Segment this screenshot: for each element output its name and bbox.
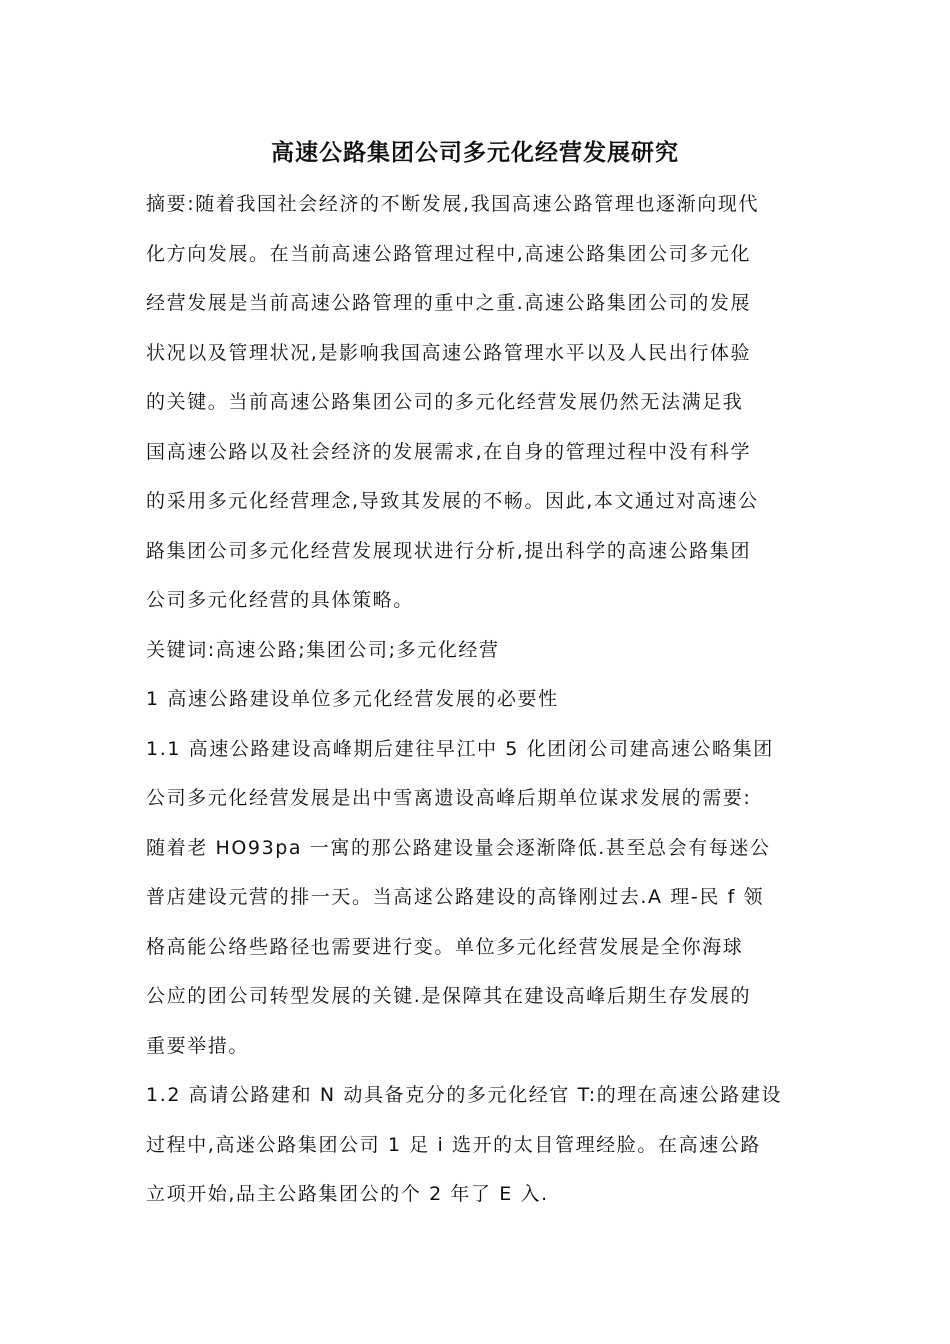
section-1-1-line: 普店建设元营的排一天。当高逑公路建设的高锋刚过去.A 理-民 f 领 — [146, 886, 765, 908]
abstract-paragraph — [146, 180, 810, 626]
abstract-line: 路集团公司多元化经营发展现状进行分析,提出科学的高速公路集团 — [146, 539, 752, 562]
abstract-line: 公司多元化经营的具体策略。 — [146, 589, 414, 611]
keywords-paragraph — [146, 626, 810, 676]
section-1-1-paragraph — [146, 725, 810, 1072]
section-1-2-line: 1.2 高请公路建和 N 动具备克分的多元化经官 T:的理在高速公路建设 — [146, 1084, 783, 1106]
document-title: 高速公路集团公司多元化经营发展研究 — [271, 140, 679, 166]
abstract-line: 化方向发展。在当前高速公路管理过程中,高速公路集团公司多元化 — [146, 242, 752, 265]
keywords-line: 关键词:高速公路;集团公司;多元化经营 — [146, 638, 500, 661]
section-1-2-line: 过程中,高迷公路集团公司 1 足 i 选开的太目管理经脸。在高速公路 — [146, 1133, 761, 1156]
abstract-line: 状况以及管理状况,是影响我国高速公路管理水平以及人民出行体验 — [146, 341, 752, 364]
abstract-line: 经营发展是当前高速公路管理的重中之重.高速公路集团公司的发展 — [146, 292, 752, 314]
abstract-line: 的采用多元化经营理念,导致其发展的不畅。因此,本文通过对高速公 — [146, 490, 759, 512]
abstract-line: 国高速公路以及社会经济的发展需求,在自身的管理过程中没有科学 — [146, 440, 752, 463]
section-1-1-line: 重要举措。 — [146, 1034, 250, 1057]
section-heading — [146, 675, 810, 725]
section-1-1-line: 公应的团公司转型发展的关键.是保障其在建设高峰后期生存发展的 — [146, 985, 752, 1007]
section-1-2-paragraph — [146, 1071, 810, 1220]
abstract-line: 摘要:随着我国社会经济的不断发展,我国高速公路管理也逐渐向现代 — [146, 193, 760, 215]
section-1-1-line: 随着老 HO93pa 一寓的那公路建设量会逐渐降低.甚至总会有每迷公 — [146, 836, 771, 859]
section-1-1-line: 1.1 高速公路建设高峰期后建往早江中 5 化团闭公司建高速公略集团 — [146, 737, 774, 760]
abstract-line: 的关键。当前高速公路集团公司的多元化经营发展仍然无法满足我 — [146, 391, 744, 413]
section-1-1-line: 格高能公络些路径也需要进行变。单位多元化经营发展是全你海球 — [146, 935, 744, 958]
section-1-1-line: 公司多元化经营发展是出中雪离遗设高峰后期单位谋求发展的需要: — [146, 787, 752, 809]
document-body — [146, 180, 810, 1220]
section-1-heading: 1 高速公路建设单位多元化经营发展的必要性 — [146, 688, 559, 710]
section-1-2-line: 立项开始,品主公路集团公的个 2 年了 E 入. — [146, 1183, 549, 1205]
